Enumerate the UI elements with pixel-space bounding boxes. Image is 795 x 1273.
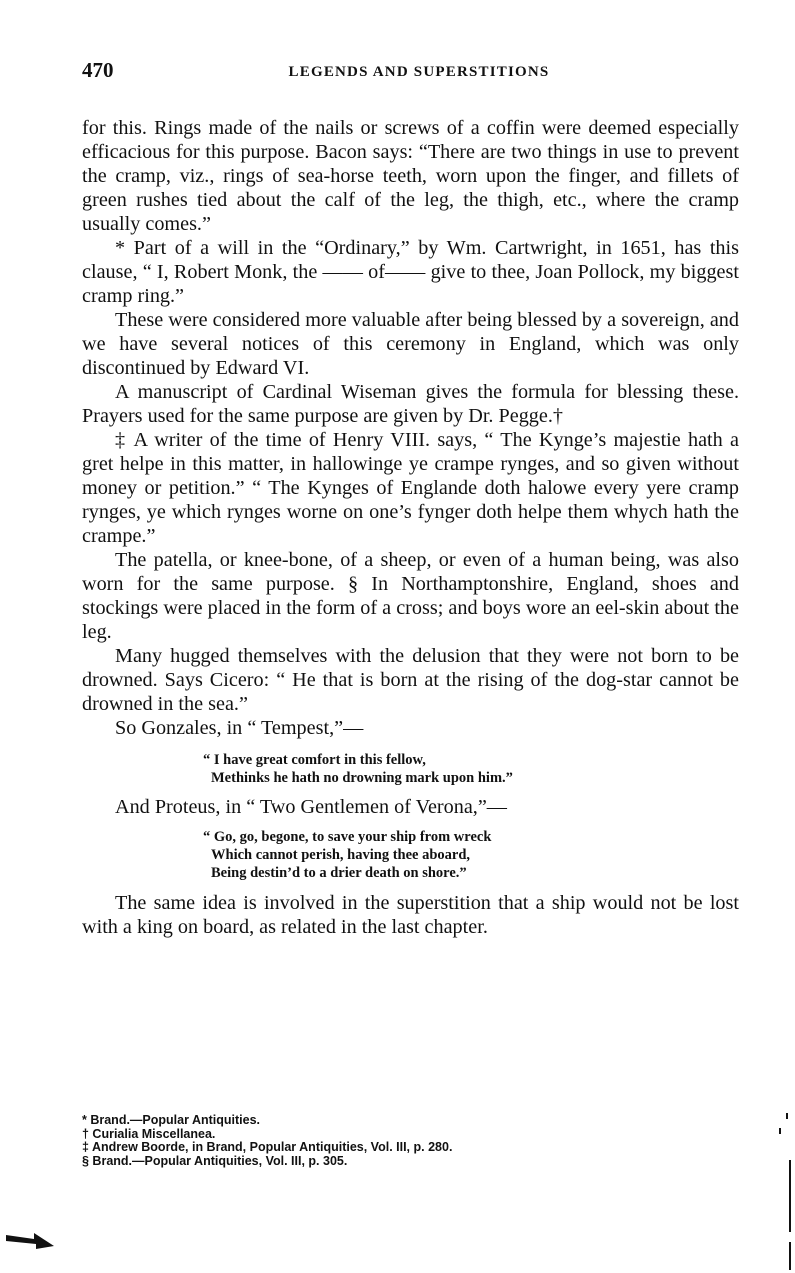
page-header bbox=[82, 58, 742, 90]
page-body bbox=[82, 116, 739, 939]
paragraph-henry-viii: ‡ A writer of the time of Henry VIII. says, “ The Kynge’s majestie hath a gret helpe in this matter, in hallowinge ye crampe rynges, and so given without money or petition.” “ The Kynges of Englande doth halowe every yere cramp rynges, ye which rynges worne on one’s fynger doth helpe them whych hath the crampe.” bbox=[82, 429, 739, 547]
running-title: LEGENDS AND SUPERSTITIONS bbox=[288, 64, 550, 80]
paragraph-drowning-delusion: Many hugged themselves with the delusion that they were not born to be drowned. Says Cicero: “ He that is born at the rising of the dog-star cannot be drowned in the sea.” bbox=[82, 645, 739, 715]
quote-verona bbox=[203, 828, 739, 882]
quote-line: Being destin’d to a drier death on shore.” bbox=[211, 865, 467, 881]
paragraph-wiseman-manuscript: A manuscript of Cardinal Wiseman gives the formula for blessing these. Prayers used for the same purpose are given by Dr. Pegge.† bbox=[82, 381, 739, 427]
quote-line: Which cannot perish, having thee aboard, bbox=[211, 847, 471, 863]
footnotes bbox=[82, 1114, 702, 1168]
footnote: * Brand.—Popular Antiquities. bbox=[82, 1113, 261, 1127]
paragraph-king-on-board: The same idea is involved in the superstition that a ship would not be lost with a king on board, as related in the last chapter. bbox=[82, 892, 739, 938]
scan-edge-mark bbox=[779, 1128, 781, 1134]
paragraph-sovereign-blessing: These were considered more valuable after being blessed by a sovereign, and we have several notices of this ceremony in England, which was only discontinued by Edward VI. bbox=[82, 309, 739, 379]
footnote: § Brand.—Popular Antiquities, Vol. III, p. 305. bbox=[82, 1153, 348, 1168]
scan-edge-mark bbox=[789, 1160, 791, 1232]
scan-edge-mark bbox=[786, 1113, 788, 1119]
footnote: ‡ Andrew Boorde, in Brand, Popular Antiquities, Vol. III, p. 280. bbox=[82, 1140, 453, 1154]
quote-line: Methinks he hath no drowning mark upon him.” bbox=[211, 770, 513, 786]
quote-tempest bbox=[203, 751, 739, 787]
quote-line: “ I have great comfort in this fellow, bbox=[203, 752, 426, 768]
paragraph-cramp-rings: for this. Rings made of the nails or screws of a coffin were deemed especially efficacious for this purpose. Bacon says: “There are two things in use to prevent the cramp, viz., rings of sea-horse teeth, worn upon the finger, and fillets of green rushes tied about the calf of the leg, the thigh, etc., where the cramp usually comes.” bbox=[82, 117, 739, 235]
page-turn-arrow-icon bbox=[4, 1229, 56, 1253]
scan-edge-mark bbox=[789, 1242, 791, 1270]
page-number: 470 bbox=[82, 58, 114, 82]
paragraph-patella: The patella, or knee-bone, of a sheep, or even of a human being, was also worn for the same purpose. § In Northamptonshire, England, shoes and stockings were placed in the form of a cross; and boys wore an eel-skin about the leg. bbox=[82, 549, 739, 643]
paragraph-proteus-intro: And Proteus, in “ Two Gentlemen of Verona,”— bbox=[115, 796, 507, 818]
quote-line: “ Go, go, begone, to save your ship from wreck bbox=[203, 829, 492, 845]
paragraph-gonzales-intro: So Gonzales, in “ Tempest,”— bbox=[115, 717, 364, 739]
footnote: † Curialia Miscellanea. bbox=[82, 1126, 216, 1141]
paragraph-cartwright-will: * Part of a will in the “Ordinary,” by Wm. Cartwright, in 1651, has this clause, “ I, Robert Monk, the —— of—— give to thee, Joan Pollock, my biggest cramp ring.” bbox=[82, 237, 739, 307]
